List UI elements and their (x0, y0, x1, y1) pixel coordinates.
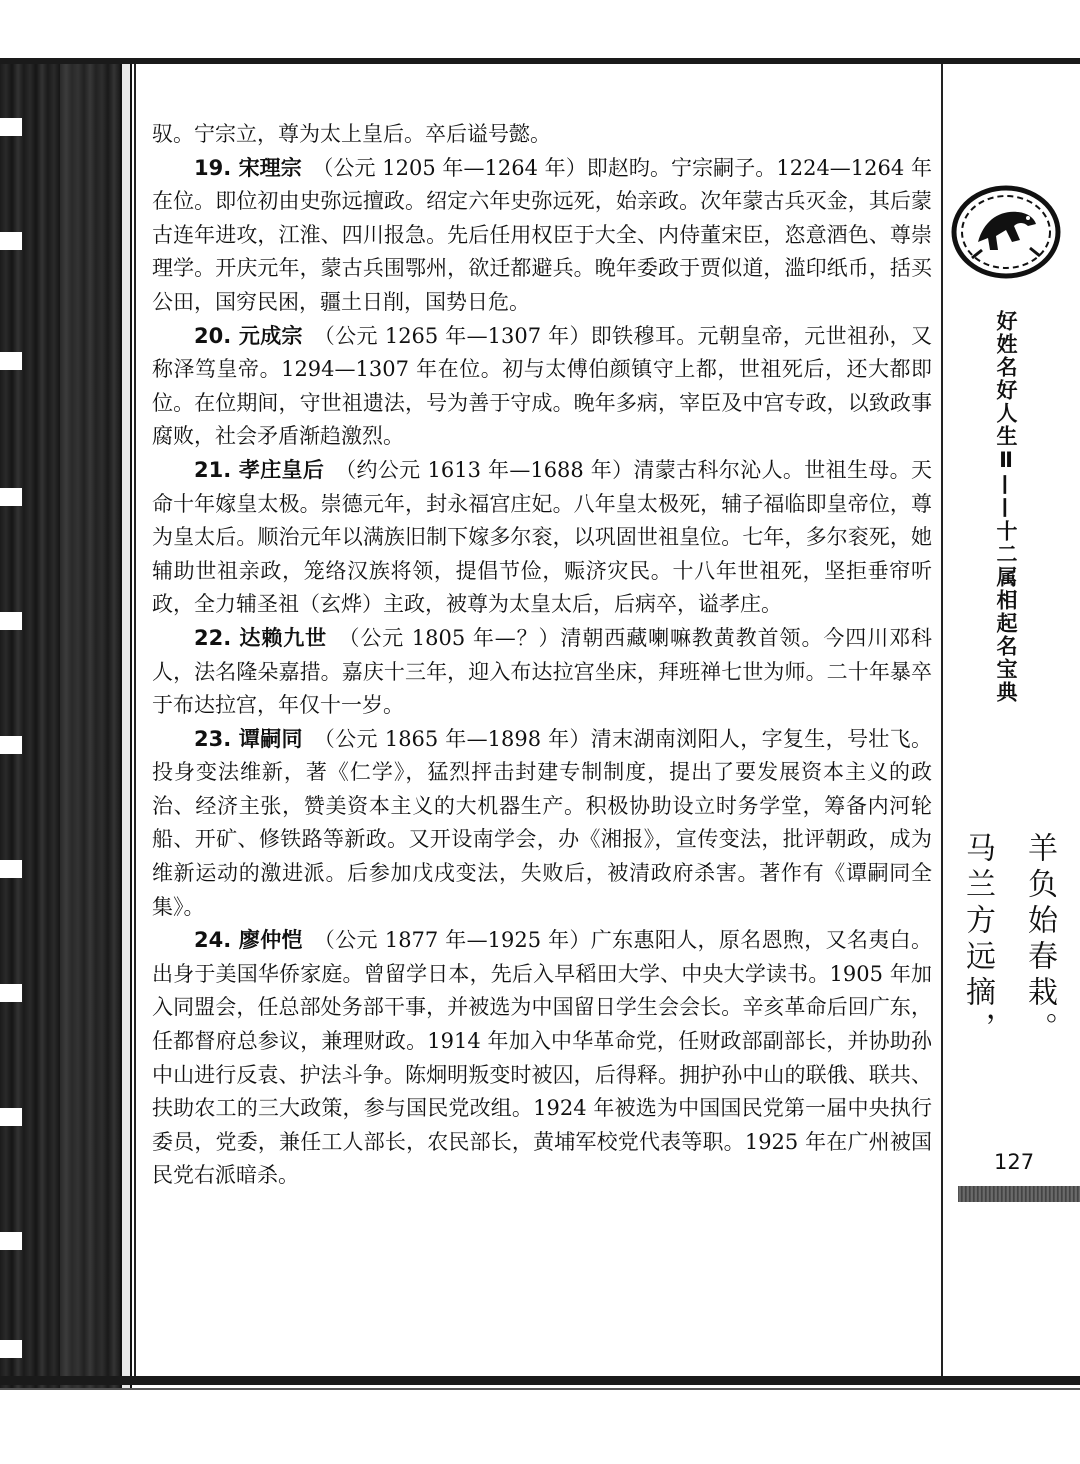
entry-body: （公元 1865 年—1898 年）清末湖南浏阳人，字复生，号壮飞。投身变法维新，著《仁学》，猛烈抨击封建专制制度，提出了要发展资本主义的政治、经济主张，赞美资本主义的大机器生产。积极协助设立时务学堂，筹备内河轮船、开矿、修铁路等新政。又开设南学会，办《湘报》，宣传变法，批评朝政，成为维新运动的激进派。后参加戊戌变法，失败后，被清政府杀害。著作有《谭嗣同全集》。 (152, 726, 933, 919)
film-notch (0, 352, 22, 370)
bottom-frame-bar (0, 1376, 1080, 1385)
film-strip-shade (60, 64, 120, 1388)
entry-paragraph (152, 152, 932, 320)
film-notch (0, 232, 22, 250)
entry-body: （约公元 1613 年—1688 年）清蒙古科尔沁人。世祖生母。天命十年嫁皇太极。崇德元年，封永福宫庄妃。八年皇太极死，辅子福临即皇帝位，尊为皇太后。顺治元年以满族旧制下嫁多尔衮，以巩固世祖皇位。七年，多尔衮死，她辅助世祖亲政，笼络汉族将领，提倡节俭，赈济灾民。十八年世祖死，坚拒垂帘听政，全力辅圣祖（玄烨）主政，被尊为太皇太后，后病卒，谥孝庄。 (152, 457, 933, 617)
film-notch (0, 118, 22, 136)
entry-title: 20. 元成宗 (194, 323, 303, 348)
entry-paragraph (152, 622, 932, 723)
bottom-frame-line (0, 1388, 1080, 1390)
zodiac-horse-emblem-icon (948, 180, 1064, 284)
entry-body: （公元 1805 年—？）清朝西藏喇嘛教黄教首领。今四川邓科人，法名隆朵嘉措。嘉庆十三年，迎入布达拉宫坐床，拜班禅七世为师。二十年暴卒于布达拉宫，年仅十一岁。 (152, 625, 933, 718)
main-text-column (152, 118, 932, 1193)
entry-title: 21. 孝庄皇后 (194, 457, 325, 482)
entry-body: （公元 1205 年—1264 年）即赵昀。宁宗嗣子。1224—1264 年在位。即位初由史弥远擅政。绍定六年史弥远死，始亲政。次年蒙古兵灭金，其后蒙古连年进攻，江淮、四川报急。先后任用权臣于大全、内侍董宋臣，恣意酒色、尊崇理学。开庆元年，蒙古兵围鄂州，欲迁都避兵。晚年委政于贾似道，滥印纸币，括买公田，国穷民困，疆土日削，国势日危。 (152, 155, 932, 314)
film-notch (0, 736, 22, 754)
entry-paragraph (152, 723, 932, 925)
entry-title: 19. 宋理宗 (194, 155, 302, 180)
entry-body: （公元 1265 年—1307 年）即铁穆耳。元朝皇帝，元世祖孙，又称泽笃皇帝。1294—1307 年在位。初与太傅伯颜镇守上都，世祖死后，还大都即位。在位期间，守世祖遗法，号为善于守成。晚年多病，宰臣及中宫专政，以致政事腐败，社会矛盾渐趋激烈。 (152, 323, 933, 449)
top-frame-bar (0, 58, 1080, 64)
book-title-vertical: 好姓名好人生Ⅱ——十二属相起名宝典 (994, 310, 1018, 704)
poem-line-2: 马兰方远摘， (960, 832, 995, 1048)
film-strip-rail (120, 64, 132, 1388)
poem-line-1: 羊负始春栽。 (1022, 832, 1057, 1048)
entry-title: 22. 达赖九世 (194, 625, 328, 650)
film-notch (0, 612, 22, 630)
entry-paragraph (152, 454, 932, 622)
continuation-paragraph: 驭。宁宗立，尊为太上皇后。卒后谥号懿。 (152, 122, 551, 146)
entry-body: （公元 1877 年—1925 年）广东惠阳人，原名恩煦，又名夷白。出身于美国华侨家庭。曾留学日本，先后入早稻田大学、中央大学读书。1905 年加入同盟会，任总部处务部干事，并被选为中国留日学生会会长。辛亥革命后回广东，任都督府总参议，兼理财政。1914 年加入中华革命党，任财政部副部长，并协助孙中山进行反袁、护法斗争。陈炯明叛变时被囚，后得释。拥护孙中山的联俄、联共、扶助农工的三大政策，参与国民党改组。1924 年被选为中国国民党第一届中央执行委员，党委，兼任工人部长，农民部长，黄埔军校党代表等职。1925 年在广州被国民党右派暗杀。 (152, 928, 933, 1188)
film-notch (0, 860, 22, 878)
margin-decorative-bar (958, 1186, 1080, 1202)
text-frame-right (941, 64, 943, 1376)
text-frame-left (134, 64, 136, 1376)
film-notch (0, 1340, 22, 1358)
entry-paragraph (152, 924, 932, 1193)
film-notch (0, 1232, 22, 1250)
film-notch (0, 1108, 22, 1126)
entry-title: 24. 廖仲恺 (194, 928, 303, 953)
film-notch (0, 984, 22, 1002)
page-number: 127 (994, 1150, 1035, 1174)
film-notch (0, 488, 22, 506)
entry-title: 23. 谭嗣同 (194, 726, 303, 751)
entry-paragraph (152, 320, 932, 454)
